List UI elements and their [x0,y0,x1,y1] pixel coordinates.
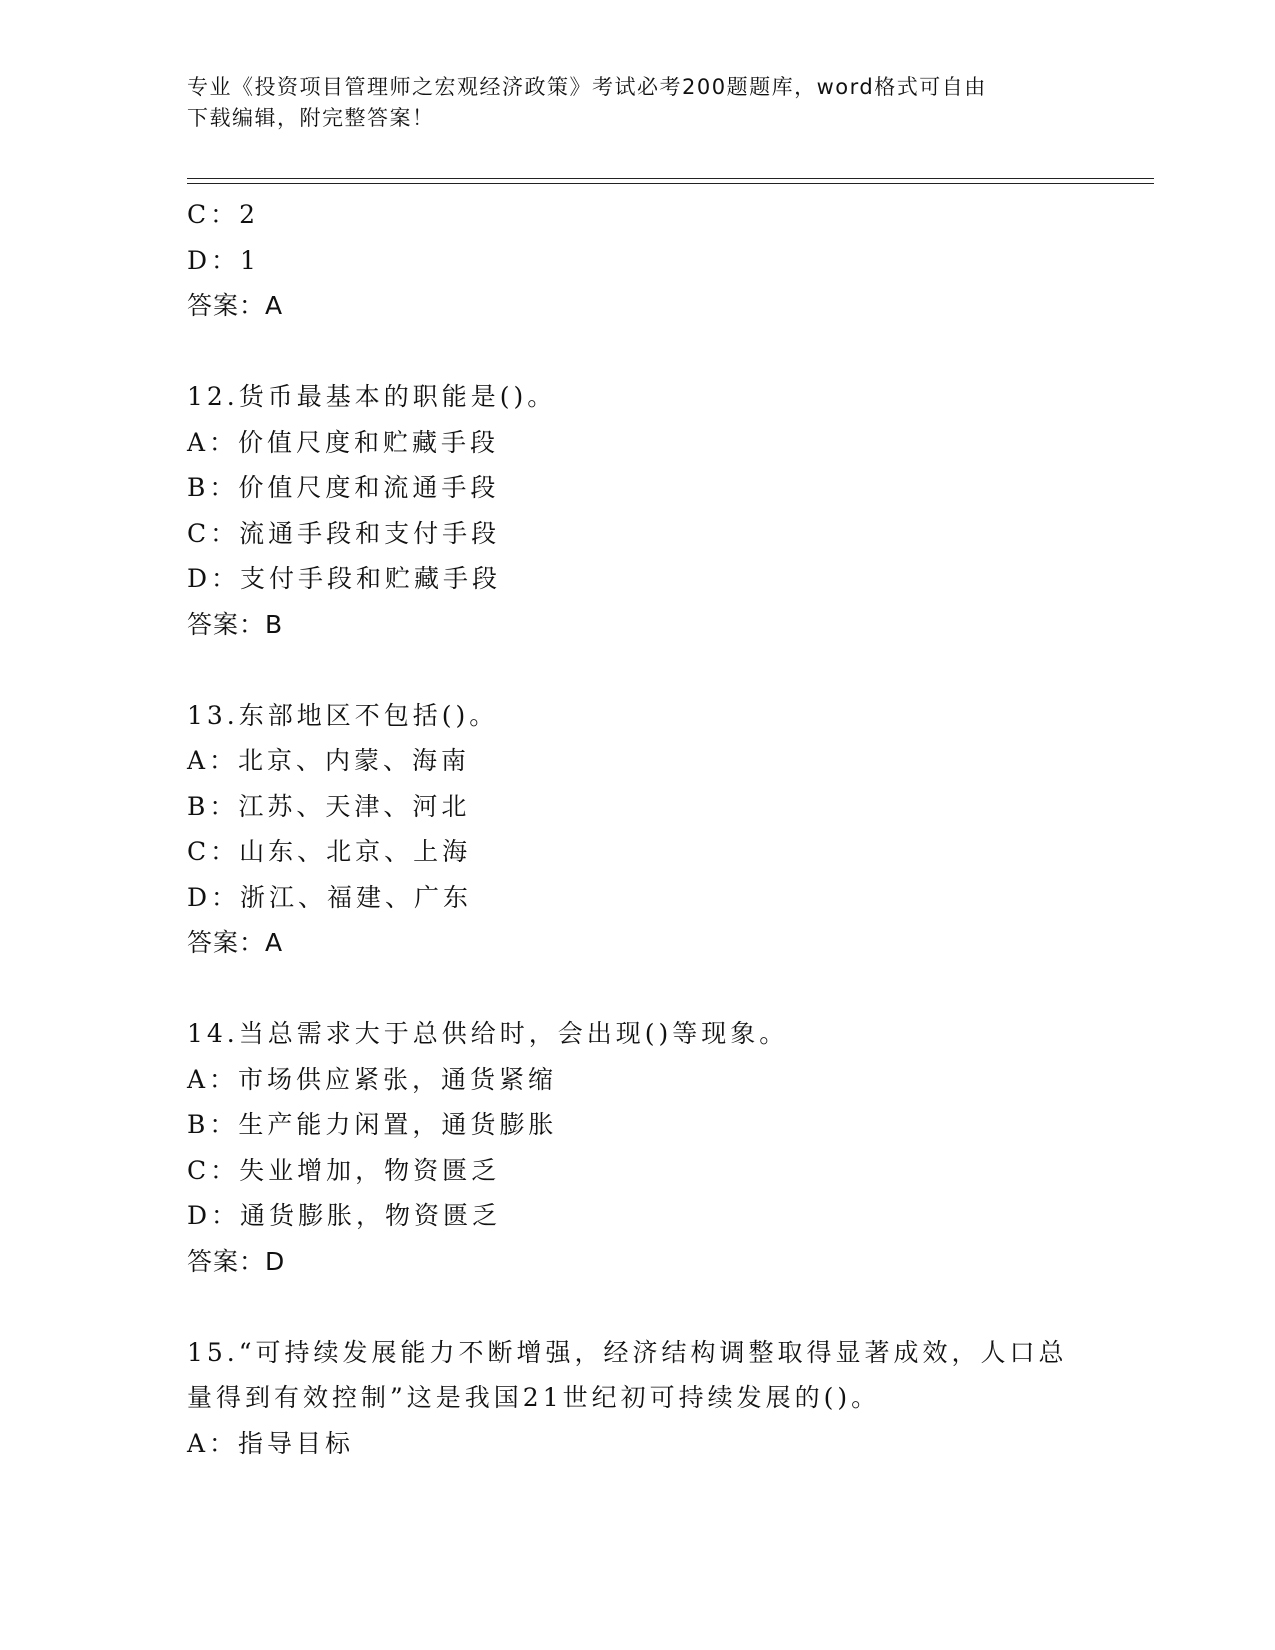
question-12 [187,374,1087,647]
question-stem: 12.货币最基本的职能是()。 [187,382,557,411]
question-gap [187,966,1087,1012]
option-d: D：1 [187,245,260,275]
option-a: A：价值尺度和贮藏手段 [187,427,500,457]
option-d: D：支付手段和贮藏手段 [187,564,502,593]
option-a: A：市场供应紧张，通货紧缩 [187,1064,558,1094]
header-line-1: 专业《投资项目管理师之宏观经济政策》考试必考200题题库，word格式可自由 [187,75,987,99]
option-b: B：价值尺度和流通手段 [187,473,500,502]
question-15 [187,1330,1087,1467]
answer-line: 答案：B [187,609,284,639]
option-b: B：生产能力闲置，通货膨胀 [187,1110,558,1139]
answer-line: 答案：D [187,1246,286,1276]
question-content [187,192,1087,1466]
header-line-2: 下载编辑，附完整答案！ [187,106,435,130]
answer-line: 答案：A [187,291,284,320]
answer-line: 答案：A [187,928,284,957]
document-header [187,72,1087,134]
option-b: B：江苏、天津、河北 [187,791,471,821]
previous-question-tail [187,192,1087,329]
question-gap [187,329,1087,375]
option-c: C：山东、北京、上海 [187,837,472,866]
header-divider-top [187,178,1154,179]
option-c: C：失业增加，物资匮乏 [187,1155,501,1185]
question-13 [187,693,1087,966]
header-divider-bottom [187,183,1154,184]
option-a: A：指导目标 [187,1428,355,1458]
question-gap [187,1284,1087,1330]
option-d: D：通货膨胀，物资匮乏 [187,1201,502,1230]
question-stem-line-1: 15.“可持续发展能力不断增强，经济结构调整取得显著成效，人口总 [187,1337,1068,1367]
question-stem: 13.东部地区不包括()。 [187,700,499,730]
question-stem: 14.当总需求大于总供给时，会出现()等现象。 [187,1019,789,1048]
option-a: A：北京、内蒙、海南 [187,746,471,775]
question-14 [187,1011,1087,1284]
option-c: C：流通手段和支付手段 [187,518,501,548]
option-c: C：2 [187,200,260,229]
question-stem-line-2: 量得到有效控制”这是我国21世纪初可持续发展的()。 [187,1383,881,1412]
option-d: D：浙江、福建、广东 [187,882,473,912]
question-gap [187,647,1087,693]
